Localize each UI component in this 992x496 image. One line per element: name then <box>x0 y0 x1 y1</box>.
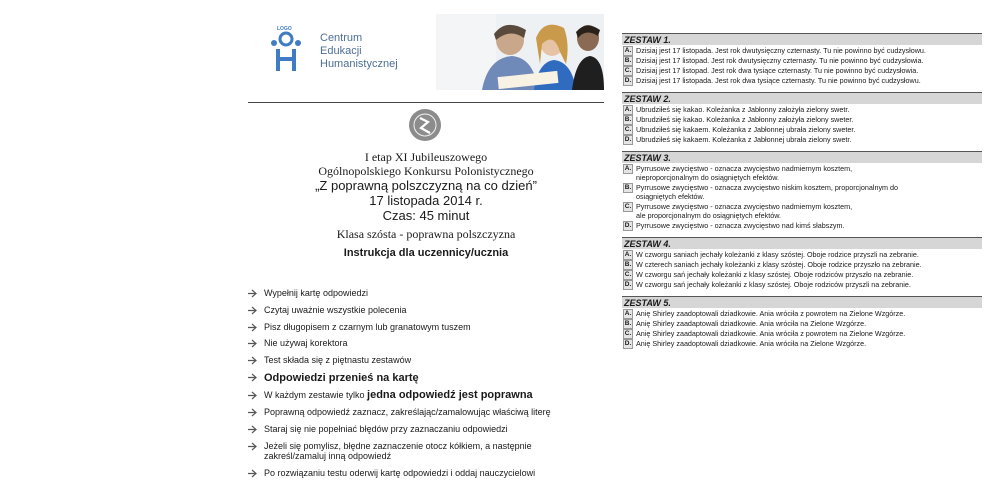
question-set-1 <box>622 33 982 85</box>
answer-option-b[interactable] <box>622 260 982 269</box>
answer-option-c[interactable] <box>622 125 982 134</box>
answer-option-c[interactable] <box>622 329 982 338</box>
contest-seal-icon <box>408 108 442 142</box>
instruction-item <box>248 468 604 479</box>
left-page <box>248 8 604 494</box>
arrow-bullet-icon <box>248 425 258 434</box>
option-text: W czterech saniach jechały koleżanki z klasy szóstej. Oboje rodzice przyszło na zebranie. <box>636 260 922 269</box>
answer-option-d[interactable] <box>622 280 982 289</box>
option-text: Ubrudziłeś się kakaem. Koleżanka z Jabłonnej ubrała zielony swetr. <box>636 135 852 144</box>
instructions-list <box>248 288 604 485</box>
option-letter: B. <box>624 184 632 191</box>
header-line-2: Ogólnopolskiego Konkursu Polonistycznego <box>318 164 534 178</box>
option-letter: C. <box>624 203 632 210</box>
instruction-item <box>248 372 604 384</box>
instruction-item <box>248 322 604 333</box>
answer-option-d[interactable] <box>622 221 982 230</box>
option-letter: A. <box>624 310 632 317</box>
instruction-text: Nie używaj korektora <box>264 338 348 349</box>
option-text-continued: osiągniętych efektów. <box>636 192 705 201</box>
option-text: Dzisiaj jest 17 listopada. Jest rok dwa tysiące czternasty. Tu nie powinno być cudzysłowu. <box>636 76 921 85</box>
option-text: Ubrudziłeś się kakaem. Koleżanka z Jabłonnej ubrała zielony sweter. <box>636 125 856 134</box>
answer-option-c[interactable] <box>622 270 982 279</box>
option-text: Anię Shirley zaadoptowali dziadkowie. Ania wróciła na Zielone Wzgórze. <box>636 339 867 348</box>
question-set-2 <box>622 92 982 144</box>
option-text: Pyrrusowe zwycięstwo - oznacza zwycięstwo nad kimś słabszym. <box>636 221 845 230</box>
instruction-text: Test składa się z piętnastu zestawów <box>264 355 412 366</box>
option-text: Pyrrusowe zwycięstwo - oznacza zwycięstwo nadmiernym kosztem, <box>636 202 853 211</box>
set-title: ZESTAW 2. <box>622 92 982 104</box>
arrow-bullet-icon <box>248 391 258 400</box>
instruction-text-emphasis: jedna odpowiedź jest poprawna <box>367 389 533 402</box>
arrow-bullet-icon <box>248 306 258 315</box>
instruction-item <box>248 390 604 401</box>
instruction-item <box>248 288 604 299</box>
logo-line-1: Centrum <box>320 32 363 44</box>
ceh-logo-icon <box>270 24 302 76</box>
header-line-1: I etap XI Jubileuszowego <box>364 150 488 164</box>
option-letter: D. <box>624 281 632 288</box>
instruction-text: W każdym zestawie tylko <box>264 390 368 401</box>
option-letter: D. <box>624 222 632 229</box>
set-title: ZESTAW 3. <box>622 151 982 163</box>
logo-text <box>320 32 398 71</box>
option-text: Anię Shirley zaadaptowali dziadkowie. Ania wróciła z powrotem na Zielone Wzgórze. <box>636 329 906 338</box>
option-text: Ubrudziłeś się kakao. Koleżanka z Jabłonny założyła zielony swetr. <box>636 105 850 114</box>
svg-text:LOGO: LOGO <box>277 26 292 32</box>
option-text: Anię Shirley zaadaptowali dziadkowie. Ania wróciła na Zielone Wzgórze. <box>636 319 867 328</box>
option-text: W czworgu sań jechały koleżanki z klasy szóstej. Oboje rodziców przyszło na zebranie. <box>636 270 914 279</box>
option-letter: B. <box>624 116 632 123</box>
instruction-item <box>248 355 604 366</box>
option-text: Pyrrusowe zwycięstwo - oznacza zwycięstwo nadmiernym kosztem, <box>636 164 853 173</box>
set-title: ZESTAW 4. <box>622 237 982 249</box>
option-letter: B. <box>624 261 632 268</box>
option-text: Dzisiaj jest 17 listopad. Jest rok dwa tysiące czternasty. Tu nie powinno być cudzysłowia. <box>636 66 919 75</box>
logo-block <box>248 10 604 96</box>
right-page <box>622 33 982 355</box>
option-letter: C. <box>624 126 632 133</box>
option-letter: A. <box>624 251 632 258</box>
option-letter: A. <box>624 106 632 113</box>
arrow-bullet-icon <box>248 373 258 382</box>
answer-option-d[interactable] <box>622 76 982 85</box>
answer-option-a[interactable] <box>622 46 982 55</box>
instruction-item <box>248 305 604 316</box>
instruction-text: Odpowiedzi przenieś na kartę <box>264 371 419 384</box>
arrow-bullet-icon <box>248 339 258 348</box>
instruction-item <box>248 338 604 349</box>
header-line-3: „Z poprawną polszczyzną na co dzień” <box>315 178 537 193</box>
instruction-text: Poprawną odpowiedź zaznacz, zakreślając/zamalowując właściwą literę <box>264 407 551 418</box>
option-letter: C. <box>624 330 632 337</box>
instruction-item <box>248 441 604 462</box>
answer-option-a[interactable] <box>622 164 982 182</box>
option-letter: D. <box>624 340 632 347</box>
option-text-continued: ale proporcjonalnym do osiągniętych efektów. <box>636 211 782 220</box>
option-text: W czworgu saniach jechały koleżanki z klasy szóstej. Oboje rodzice przyszli na zebranie. <box>636 250 919 259</box>
answer-option-a[interactable] <box>622 250 982 259</box>
set-title: ZESTAW 1. <box>622 33 982 45</box>
answer-option-c[interactable] <box>622 66 982 75</box>
instructions-title: Instrukcja dla uczennicy/ucznia <box>343 247 509 259</box>
header-line-4: 17 listopada 2014 r. <box>369 193 483 208</box>
instruction-text-continued: zakreśl/zamaluj inną odpowiedź <box>264 451 392 462</box>
instruction-text: Staraj się nie popełniać błędów przy zaznaczaniu odpowiedzi <box>264 423 508 434</box>
logo-line-2: Edukacji <box>320 45 362 57</box>
instruction-item <box>248 424 604 435</box>
option-letter: D. <box>624 77 632 84</box>
instruction-item <box>248 407 604 418</box>
header-divider <box>248 102 604 103</box>
answer-option-a[interactable] <box>622 309 982 318</box>
option-text-continued: nieproporcjonalnym do osiągniętych efektów. <box>636 173 780 182</box>
answer-option-d[interactable] <box>622 135 982 144</box>
logo-line-3: Humanistycznej <box>320 58 398 70</box>
answer-option-c[interactable] <box>622 202 982 220</box>
option-letter: D. <box>624 136 632 143</box>
instruction-text: Czytaj uważnie wszystkie polecenia <box>264 304 407 315</box>
instruction-text: Pisz długopisem z czarnym lub granatowym tuszem <box>264 321 471 332</box>
contest-header <box>248 150 604 260</box>
option-letter: C. <box>624 271 632 278</box>
answer-option-d[interactable] <box>622 339 982 348</box>
option-text: Dzisiaj jest 17 listopad. Jest rok dwutysięczny czternasty. Tu nie powinno być cudzysłowia. <box>636 56 924 65</box>
option-text: Dzisiaj jest 17 listopada. Jest rok dwutysięczny czternasty. Tu nie powinno być cudzysłowu. <box>636 46 926 55</box>
answer-option-b[interactable] <box>622 115 982 124</box>
option-text: Ubrudziłeś się kakao. Koleżanka z Jabłonny założyła zielony sweter. <box>636 115 854 124</box>
question-set-3 <box>622 151 982 230</box>
arrow-bullet-icon <box>248 289 258 298</box>
option-text: Pyrrusowe zwycięstwo - oznacza zwycięstwo niskim kosztem, proporcjonalnym do <box>636 183 899 192</box>
instruction-text: Jeżeli się pomylisz, błędne zaznaczenie otocz kółkiem, a następnie <box>264 440 532 451</box>
arrow-bullet-icon <box>248 356 258 365</box>
question-set-4 <box>622 237 982 289</box>
arrow-bullet-icon <box>248 408 258 417</box>
instruction-text: Po rozwiązaniu testu oderwij kartę odpowiedzi i oddaj nauczycielowi <box>264 467 536 478</box>
instruction-text: Wypełnij kartę odpowiedzi <box>264 288 368 298</box>
option-letter: C. <box>624 67 632 74</box>
answer-option-b[interactable] <box>622 319 982 328</box>
option-text: Anię Shirley zaadoptowali dziadkowie. Ania wróciła z powrotem na Zielone Wzgórze. <box>636 309 906 318</box>
option-letter: A. <box>624 47 632 54</box>
option-letter: A. <box>624 165 632 172</box>
header-line-5: Czas: 45 minut <box>382 208 470 223</box>
answer-option-b[interactable] <box>622 56 982 65</box>
option-text: W czworgu sań jechały koleżanki z klasy szóstej. Oboje rodziców przyszli na zebranie. <box>636 280 911 289</box>
arrow-bullet-icon <box>248 469 258 478</box>
set-title: ZESTAW 5. <box>622 296 982 308</box>
option-letter: B. <box>624 57 632 64</box>
header-line-6: Klasa szósta - poprawna polszczyzna <box>336 227 516 241</box>
students-photo <box>436 14 604 90</box>
question-set-5 <box>622 296 982 348</box>
option-letter: B. <box>624 320 632 327</box>
arrow-bullet-icon <box>248 323 258 332</box>
answer-option-a[interactable] <box>622 105 982 114</box>
arrow-bullet-icon <box>248 442 258 451</box>
answer-option-b[interactable] <box>622 183 982 201</box>
